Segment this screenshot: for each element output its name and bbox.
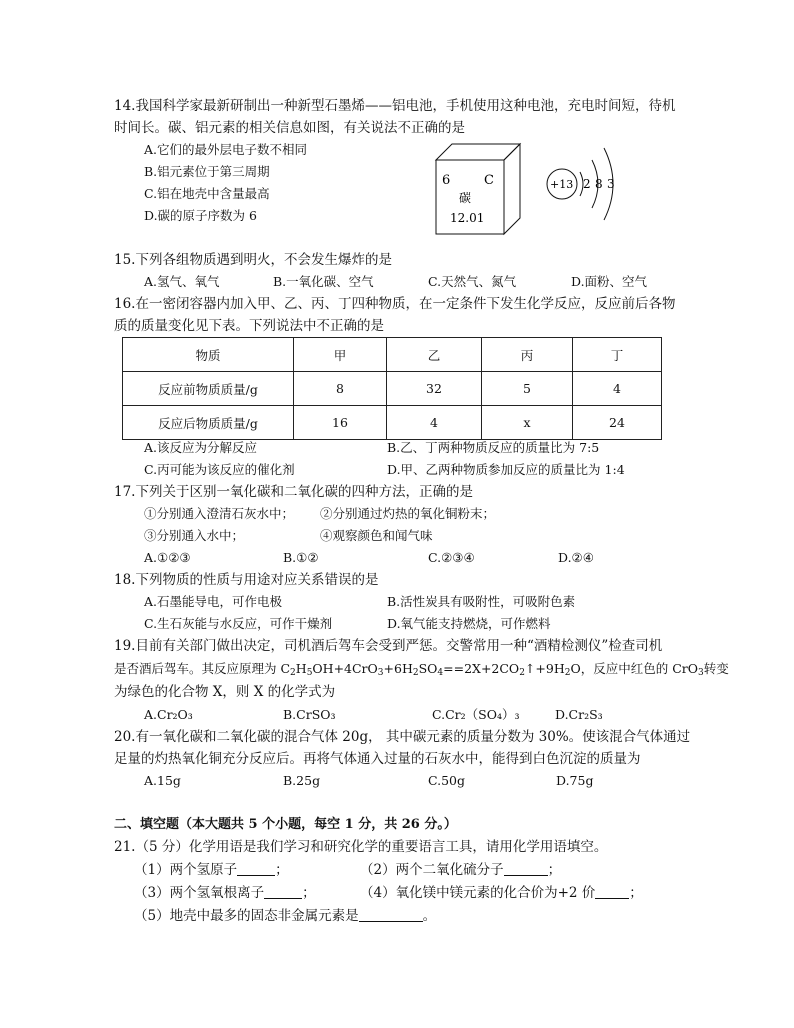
table-cell: 16 xyxy=(294,406,387,440)
q15-stem: 15.下列各组物质遇到明火，不会发生爆炸的是 xyxy=(114,252,392,268)
q14-stem-line1: 14.我国科学家最新研制出一种新型石墨烯——铝电池，手机使用这种电池，充电时间短，待机 xyxy=(114,98,676,114)
q18-stem: 18.下列物质的性质与用途对应关系错误的是 xyxy=(114,572,379,588)
q21-stem: 21.（5 分）化学用语是我们学习和研究化学的重要语言工具，请用化学用语填空。 xyxy=(114,839,608,855)
table-header-cell: 物质 xyxy=(123,338,294,372)
element-name: 碳 xyxy=(459,191,472,205)
q20-option-b: B.25g xyxy=(283,773,321,788)
table-header-cell: 甲 xyxy=(294,338,387,372)
q19-option-c: C.Cr₂（SO₄）₃ xyxy=(432,707,520,722)
q19-option-d: D.Cr₂S₃ xyxy=(555,707,603,722)
q20-option-c: C.50g xyxy=(428,773,465,788)
table-cell: 8 xyxy=(294,372,387,406)
table-row xyxy=(123,372,662,406)
table-header-cell: 丁 xyxy=(573,338,662,372)
q21-item-4: （4）氧化镁中镁元素的化合价为+2 价 ； xyxy=(360,885,643,901)
table-cell: 24 xyxy=(573,406,662,440)
q16-option-a: A.该反应为分解反应 xyxy=(144,440,258,455)
q17-option-a: A.①②③ xyxy=(144,550,191,565)
q16-option-d: D.甲、乙两种物质参加反应的质量比为 1:4 xyxy=(387,462,625,477)
shell-3-electrons: 3 xyxy=(607,177,615,191)
answer-blank[interactable] xyxy=(359,907,423,922)
q19-stem-line3: 为绿色的化合物 X，则 X 的化学式为 xyxy=(114,684,336,700)
table-cell: 反应后物质质量/g xyxy=(123,406,294,440)
q17-stem: 17.下列关于区别一氧化碳和二氧化碳的四种方法，正确的是 xyxy=(114,484,473,500)
q17-method-3: ③分别通入水中； xyxy=(144,528,245,543)
table-header-cell: 丙 xyxy=(482,338,573,372)
table-cell: x xyxy=(482,406,573,440)
q18-option-a: A.石墨能导电，可作电极 xyxy=(144,594,283,609)
q19-reaction-line: 是否酒后驾车。其反应原理为 $C_2H_5OH+4CrO_3+6H_2SO_4==2X+2CO_2↑+9H_2O$，反应中红色的 CrO$_3$转变 xyxy=(114,661,729,678)
q14-option-d: D.碳的原子序数为 6 xyxy=(144,208,257,223)
q17-method-4: ④观察颜色和闻气味 xyxy=(320,528,433,543)
q19-option-a: A.Cr₂O₃ xyxy=(144,707,193,722)
element-mass: 12.01 xyxy=(450,211,485,225)
table-cell: 32 xyxy=(387,372,482,406)
q17-option-b: B.①② xyxy=(283,550,319,565)
answer-blank[interactable] xyxy=(504,861,548,876)
q16-option-b: B.乙、丁两种物质反应的质量比为 7:5 xyxy=(387,440,600,455)
shell-1-electrons: 2 xyxy=(583,177,591,191)
q15-option-b: B.一氧化碳、空气 xyxy=(273,274,374,289)
table-cell: 5 xyxy=(482,372,573,406)
aluminium-atom-diagram xyxy=(540,134,640,234)
shell-2-electrons: 8 xyxy=(595,177,603,191)
table-row xyxy=(123,406,662,440)
table-header-cell: 乙 xyxy=(387,338,482,372)
q16-option-c: C.丙可能为该反应的催化剂 xyxy=(144,462,295,477)
q17-method-2: ②分别通过灼热的氧化铜粉末； xyxy=(320,506,496,521)
q16-stem-line1: 16.在一密闭容器内加入甲、乙、丙、丁四种物质，在一定条件下发生化学反应，反应前后各物 xyxy=(114,296,676,312)
q18-option-b: B.活性炭具有吸附性，可吸附色素 xyxy=(387,594,576,609)
q14-option-c: C.铝在地壳中含量最高 xyxy=(144,186,270,201)
answer-blank[interactable] xyxy=(264,884,302,899)
q19-stem-line1: 19.目前有关部门做出决定，司机酒后驾车会受到严惩。交警常用一种“酒精检测仪”检查司机 xyxy=(114,638,663,654)
q17-option-c: C.②③④ xyxy=(428,550,475,565)
element-card-carbon xyxy=(430,140,530,236)
q20-option-a: A.15g xyxy=(144,773,181,788)
q19-option-b: B.CrSO₃ xyxy=(283,707,336,722)
q20-option-d: D.75g xyxy=(556,773,594,788)
q18-option-c: C.生石灰能与水反应，可作干燥剂 xyxy=(144,616,333,631)
q15-option-c: C.天然气、氮气 xyxy=(428,274,517,289)
q21-item-2: （2）两个二氧化硫分子 ； xyxy=(360,862,562,878)
table-cell: 反应前物质质量/g xyxy=(123,372,294,406)
element-atomic-number: 6 xyxy=(442,173,451,188)
section-2-title: 二、填空题（本大题共 5 个小题，每空 1 分，共 26 分。） xyxy=(114,817,457,832)
table-header-row xyxy=(123,338,662,372)
q20-stem-line2: 足量的灼热氧化铜充分反应后。再将气体通入过量的石灰水中，能得到白色沉淀的质量为 xyxy=(114,751,641,767)
answer-blank[interactable] xyxy=(237,861,275,876)
q14-option-a: A.它们的最外层电子数不相同 xyxy=(144,142,308,157)
q21-item-5: （5）地壳中最多的固态非金属元素是 。 xyxy=(134,908,437,924)
element-symbol: C xyxy=(484,173,494,188)
q21-item-1: （1）两个氢原子 ； xyxy=(134,862,289,878)
q14-option-b: B.铝元素位于第三周期 xyxy=(144,164,270,179)
answer-blank[interactable] xyxy=(595,884,629,899)
mass-change-table xyxy=(122,337,662,440)
q17-method-1: ①分别通入澄清石灰水中； xyxy=(144,506,295,521)
q21-item-3: （3）两个氢氧根离子 ； xyxy=(134,885,316,901)
q16-stem-line2: 质的质量变化见下表。下列说法中不正确的是 xyxy=(114,318,384,334)
nucleus-charge: +13 xyxy=(550,178,574,191)
q15-option-d: D.面粉、空气 xyxy=(571,274,648,289)
table-cell: 4 xyxy=(387,406,482,440)
q18-option-d: D.氧气能支持燃烧，可作燃料 xyxy=(387,616,551,631)
q17-option-d: D.②④ xyxy=(558,550,594,565)
q14-stem-line2: 时间长。碳、铝元素的相关信息如图，有关说法不正确的是 xyxy=(114,120,465,136)
q20-stem-line1: 20.有一氧化碳和二氧化碳的混合气体 20g， 其中碳元素的质量分数为 30%。使该混合气体通过 xyxy=(114,729,691,745)
q15-option-a: A.氢气、氧气 xyxy=(144,274,220,289)
table-cell: 4 xyxy=(573,372,662,406)
